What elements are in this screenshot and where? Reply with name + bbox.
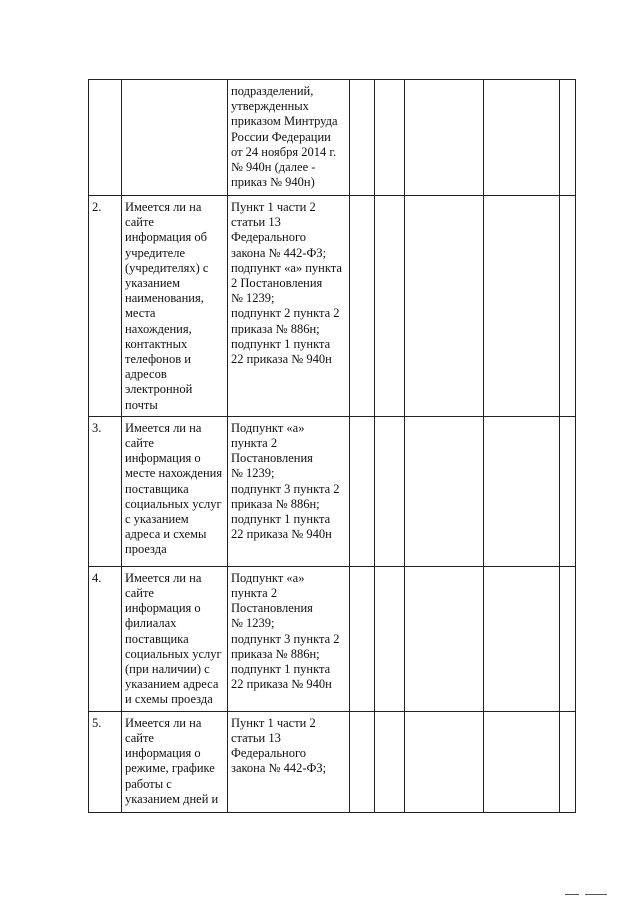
- answer-no-cell: [375, 566, 405, 711]
- answer-no-cell: [375, 711, 405, 812]
- question-cell: [122, 80, 228, 196]
- answer-no-cell: [375, 80, 405, 196]
- row-number-cell: 2.: [89, 196, 122, 417]
- table-row: [89, 416, 576, 566]
- not-applicable-cell: [405, 80, 484, 196]
- table-row: [89, 196, 576, 417]
- extra-cell: [560, 80, 576, 196]
- not-applicable-cell: [405, 416, 484, 566]
- row-number-cell: 3.: [89, 416, 122, 566]
- answer-yes-cell: [350, 711, 375, 812]
- row-number-cell: 4.: [89, 566, 122, 711]
- table-row: [89, 566, 576, 711]
- question-cell: Имеется ли на сайте информация об учредителе (учредителях) с указанием наименования, места нахождения, контактных телефонов и адресов электронной почты: [122, 196, 228, 417]
- answer-yes-cell: [350, 196, 375, 417]
- answer-yes-cell: [350, 416, 375, 566]
- extra-cell: [560, 416, 576, 566]
- legal-basis-cell: подразделений, утвержденных приказом Минтруда России Федерации от 24 ноября 2014 г. № 940н (далее - приказ № 940н): [228, 80, 350, 196]
- not-applicable-cell: [405, 566, 484, 711]
- notes-cell: [484, 416, 560, 566]
- notes-cell: [484, 566, 560, 711]
- notes-cell: [484, 196, 560, 417]
- not-applicable-cell: [405, 196, 484, 417]
- table-row: [89, 711, 576, 812]
- scan-edge-mark: [565, 894, 607, 897]
- checklist-table: [88, 79, 576, 813]
- legal-basis-cell: Пункт 1 части 2 статьи 13 Федерального закона № 442-ФЗ;: [228, 711, 350, 812]
- question-cell: Имеется ли на сайте информация о филиалах поставщика социальных услуг (при наличии) с указанием адреса и схемы проезда: [122, 566, 228, 711]
- table-row: [89, 80, 576, 196]
- extra-cell: [560, 566, 576, 711]
- answer-no-cell: [375, 416, 405, 566]
- legal-basis-cell: Подпункт «а» пункта 2 Постановления № 1239; подпункт 3 пункта 2 приказа № 886н; подпункт 1 пункта 22 приказа № 940н: [228, 416, 350, 566]
- notes-cell: [484, 80, 560, 196]
- extra-cell: [560, 711, 576, 812]
- legal-basis-cell: Пункт 1 части 2 статьи 13 Федерального закона № 442-ФЗ; подпункт «а» пункта 2 Постановления № 1239; подпункт 2 пункта 2 приказа № 886н; подпункт 1 пункта 22 приказа № 940н: [228, 196, 350, 417]
- legal-basis-cell: Подпункт «а» пункта 2 Постановления № 1239; подпункт 3 пункта 2 приказа № 886н; подпункт 1 пункта 22 приказа № 940н: [228, 566, 350, 711]
- answer-no-cell: [375, 196, 405, 417]
- notes-cell: [484, 711, 560, 812]
- row-number-cell: [89, 80, 122, 196]
- question-cell: Имеется ли на сайте информация о режиме, графике работы с указанием дней и: [122, 711, 228, 812]
- not-applicable-cell: [405, 711, 484, 812]
- row-number-cell: 5.: [89, 711, 122, 812]
- answer-yes-cell: [350, 80, 375, 196]
- answer-yes-cell: [350, 566, 375, 711]
- extra-cell: [560, 196, 576, 417]
- question-cell: Имеется ли на сайте информация о месте нахождения поставщика социальных услуг с указанием адреса и схемы проезда: [122, 416, 228, 566]
